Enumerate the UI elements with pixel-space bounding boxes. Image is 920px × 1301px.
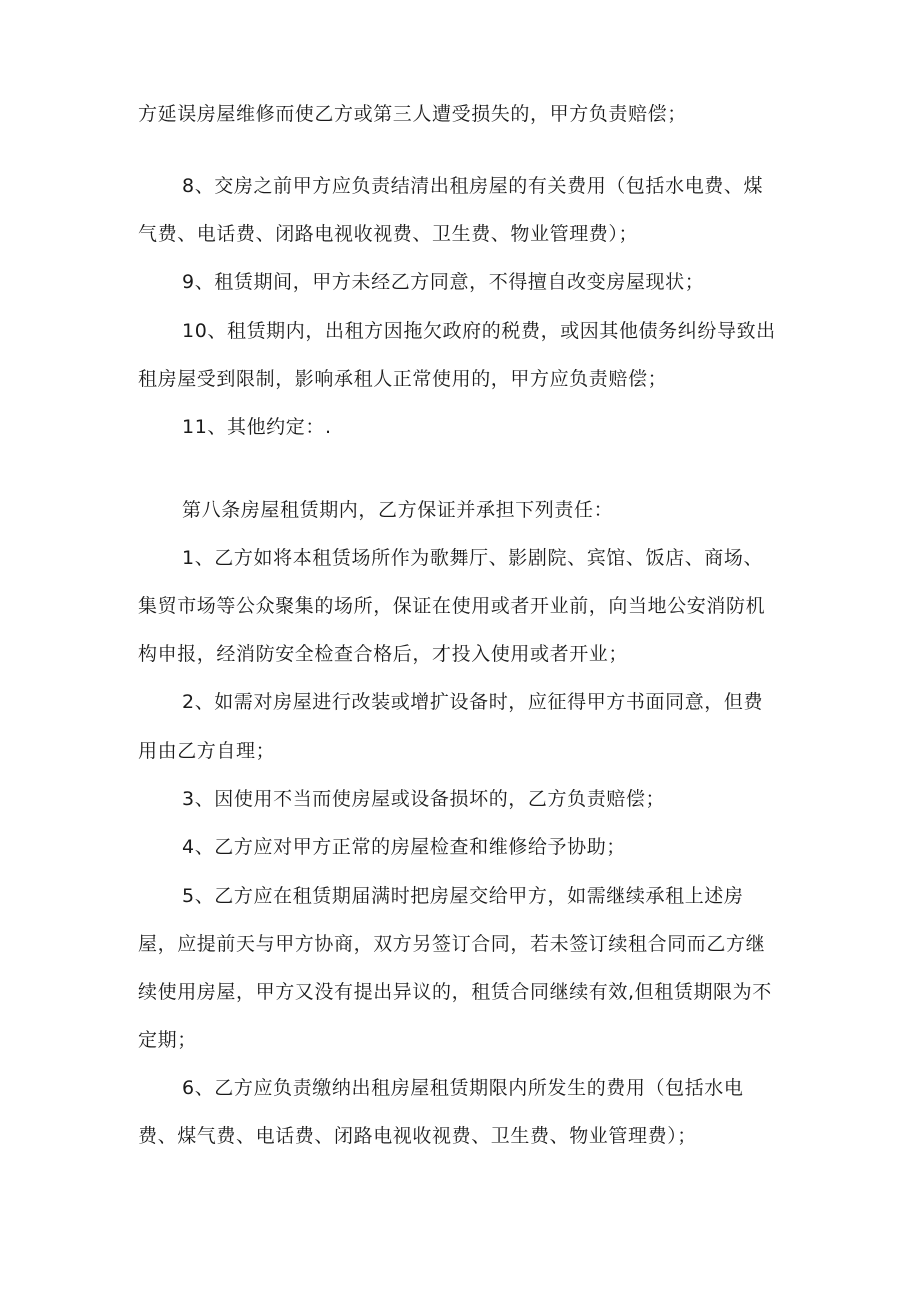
text-line: 9、租赁期间，甲方未经乙方同意，不得擅自改变房屋现状； — [182, 271, 705, 293]
text-line: 定期； — [138, 1029, 197, 1051]
text-line: 5、乙方应在租赁期届满时把房屋交给甲方，如需继续承租上述房 — [182, 885, 744, 907]
text-line: 租房屋受到限制，影响承租人正常使用的，甲方应负责赔偿； — [138, 368, 668, 390]
text-line: 1、乙方如将本租赁场所作为歌舞厅、影剧院、宾馆、饭店、商场、 — [182, 547, 764, 569]
text-line: 方延误房屋维修而使乙方或第三人遭受损失的，甲方负责赔偿； — [138, 103, 687, 125]
text-line: 10、租赁期内，出租方因拖欠政府的税费，或因其他债务纠纷导致出 — [182, 320, 776, 342]
text-line: 8、交房之前甲方应负责结清出租房屋的有关费用（包括水电费、煤 — [182, 175, 764, 197]
section-heading: 第八条房屋租赁期内，乙方保证并承担下列责任： — [182, 499, 614, 521]
text-line: 构申报，经消防安全检查合格后，才投入使用或者开业； — [138, 643, 629, 665]
text-line: 2、如需对房屋进行改装或增扩设备时，应征得甲方书面同意，但费 — [182, 691, 764, 713]
text-line: 费、煤气费、电话费、闭路电视收视费、卫生费、物业管理费）； — [138, 1125, 697, 1147]
text-line: 续使用房屋，甲方又没有提出异议的，租赁合同继续有效,但租赁期限为不 — [138, 981, 772, 1003]
text-line: 11、其他约定：. — [182, 416, 332, 438]
text-line: 用由乙方自理； — [138, 740, 276, 762]
text-line: 气费、电话费、闭路电视收视费、卫生费、物业管理费）； — [138, 223, 639, 245]
text-line: 6、乙方应负责缴纳出租房屋租赁期限内所发生的费用（包括水电 — [182, 1077, 744, 1099]
text-line: 集贸市场等公众聚集的场所，保证在使用或者开业前，向当地公安消防机 — [138, 595, 766, 617]
text-line: 屋，应提前天与甲方协商，双方另签订合同，若未签订续租合同而乙方继 — [138, 933, 766, 955]
text-line: 3、因使用不当而使房屋或设备损坏的，乙方负责赔偿； — [182, 788, 666, 810]
text-line: 4、乙方应对甲方正常的房屋检查和维修给予协助； — [182, 836, 626, 858]
